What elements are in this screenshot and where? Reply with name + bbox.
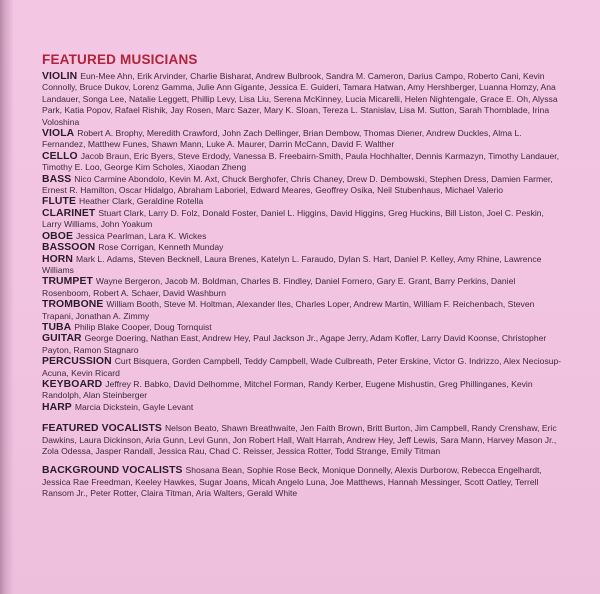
credit-names-cello: Jacob Braun, Eric Byers, Steve Erdody, Vanessa B. Freebairn-Smith, Paula Hochhalter, Dennis Karmazyn, Timothy Landauer, Timothy E. Loo, George Kim Scholes, Xiaodan Zheng: [42, 150, 560, 173]
credit-label-guitar: GUITAR: [42, 333, 82, 345]
credit-violin: [42, 71, 564, 128]
credit-bassoon: [42, 242, 564, 253]
page-binding-edge: [0, 0, 14, 594]
credit-viola: [42, 128, 564, 151]
credit-featured-vocalists: [42, 423, 564, 457]
credit-names-bassoon: Rose Corrigan, Kenneth Munday: [98, 242, 224, 253]
credit-names-percussion: Curt Bisquera, Gorden Campbell, Teddy Campbell, Wade Culbreath, Peter Erskine, Victor G. Indrizzo, Alex Neciosup-Acuna, Kevin Ricard: [42, 356, 562, 378]
credit-label-viola: VIOLA: [42, 128, 75, 140]
credit-clarinet: [42, 208, 564, 231]
credit-trombone: [42, 299, 564, 322]
credit-names-violin: Eun-Mee Ahn, Erik Arvinder, Charlie Bisharat, Andrew Bulbrook, Sandra M. Cameron, Darius Campo, Roberto Cani, Kevin Connolly, Bruce Dukov, Lorenz Gamma, Julie Ann Gigante, Jessica E. Guideri, Tamara Hatwan, Amy Hershberger, Luanna Homzy, Ana Landauer, Songa Lee, Natalie Leggett, Phillip Levy, Lisa Liu, Serena McKinney, Lucia Micarelli, Helen Nightengale, Grace E. Oh, Alyssa Park, Katia Popov, Rafael Rishik, Jay Rosen, Marc Sazer, Mary K. Sloan, Tereza L. Stanislav, Lisa M. Sutton, Sarah Thornblade, Irina Voloshina: [42, 71, 558, 127]
credit-label-flute: FLUTE: [42, 196, 76, 208]
credit-label-oboe: OBOE: [42, 230, 73, 242]
credit-harp: [42, 402, 564, 413]
credit-flute: [42, 196, 564, 207]
credit-oboe: [42, 231, 564, 242]
credit-names-bass: Nico Carmine Abondolo, Kevin M. Axt, Chuck Berghofer, Chris Chaney, Drew D. Dembowski, Stephen Dress, Damien Farmer, Ernest R. Hamilton, Oscar Hidalgo, Abraham Laboriel, Edward Meares, Geoffrey Osika, Neil Stubenhaus, Michael Valerio: [42, 173, 553, 196]
credit-percussion: [42, 356, 564, 379]
credit-label-keyboard: KEYBOARD: [42, 378, 103, 390]
credit-label-harp: HARP: [42, 401, 72, 413]
credit-background-vocalists: [42, 465, 564, 499]
credit-tuba: [42, 322, 564, 333]
credit-label-background-vocalists: BACKGROUND VOCALISTS: [42, 465, 183, 477]
credit-label-bassoon: BASSOON: [42, 242, 96, 254]
credit-label-horn: HORN: [42, 253, 73, 265]
credit-cello: [42, 151, 564, 174]
credit-trumpet: [42, 276, 564, 299]
credit-names-oboe: Jessica Pearlman, Lara K. Wickes: [76, 230, 207, 241]
credit-names-trombone: William Booth, Steve M. Holtman, Alexander Iles, Charles Loper, Andrew Martin, William F. Reichenbach, Steven Trapani, Jonathan A. Zimmy: [42, 299, 535, 321]
credit-label-clarinet: CLARINET: [42, 207, 96, 219]
credit-names-featured-vocalists: Nelson Beato, Shawn Breathwaite, Jen Faith Brown, Britt Burton, Jim Campbell, Randy Crenshaw, Eric Dawkins, Laura Dickinson, Aria Gunn, Levi Gunn, Jon Robert Hall, Walt Harrah, Andrew Hey, Jeff Lewis, Sara Mann, Harvey Mason Jr., Zola Odessa, Jasper Randall, Jessica Rau, Chad C. Reisser, Jessica Rotter, Todd Strange, Emily Titman: [42, 423, 557, 456]
credit-label-violin: VIOLIN: [42, 71, 78, 82]
credit-names-horn: Mark L. Adams, Steven Becknell, Laura Brenes, Katelyn L. Faraudo, Dylan S. Hart, Daniel P. Kelley, Amy Rhine, Lawrence Williams: [42, 253, 542, 275]
credit-names-background-vocalists: Shosana Bean, Sophie Rose Beck, Monique Donnelly, Alexis Durborow, Rebecca Engelhardt, Jessica Rae Freedman, Keeley Hawkes, Sugar Joans, Micah Angelo Luna, Joe Matthews, Hannah Messinger, Scott Oatley, Terrell Ransom Jr., Peter Rotter, Claira Titman, Aria Walters, Gerald White: [42, 465, 542, 499]
credit-names-viola: Robert A. Brophy, Meredith Crawford, John Zach Dellinger, Brian Dembow, Thomas Diener, Andrew Duckles, Alma L. Fernandez, Matthew Funes, Shawn Mann, Luke A. Maurer, Darrin McCann, David F. Walther: [42, 128, 522, 150]
credit-keyboard: [42, 379, 564, 402]
credits-content: [42, 52, 564, 500]
credit-guitar: [42, 333, 564, 356]
credit-names-guitar: George Doering, Nathan East, Andrew Hey, Paul Jackson Jr., Agape Jerry, Adam Kofler, Larry David Koonse, Christopher Payton, Ramon Stagnaro: [42, 333, 547, 355]
credit-names-flute: Heather Clark, Geraldine Rotella: [78, 196, 204, 207]
credit-names-tuba: Philip Blake Cooper, Doug Tornquist: [74, 321, 212, 332]
section-spacer: [42, 457, 564, 465]
credit-label-trombone: TROMBONE: [42, 299, 104, 311]
credit-names-keyboard: Jeffrey R. Babko, David Delhomme, Mitchel Forman, Randy Kerber, Eugene Mishustin, Greg Phillinganes, Kevin Randolph, Alan Steinberger: [42, 378, 533, 401]
section-spacer: [42, 413, 564, 423]
credit-label-featured-vocalists: FEATURED VOCALISTS: [42, 423, 162, 435]
credit-label-trumpet: TRUMPET: [42, 276, 93, 288]
credit-label-percussion: PERCUSSION: [42, 356, 112, 368]
credit-names-trumpet: Wayne Bergeron, Jacob M. Boldman, Charles B. Findley, Daniel Fornero, Gary E. Grant, Barry Perkins, Daniel Rosenboom, Robert A. Schaer, David Washburn: [42, 276, 516, 298]
credit-label-cello: CELLO: [42, 150, 78, 162]
credit-names-harp: Marcia Dickstein, Gayle Levant: [74, 401, 194, 412]
credit-bass: [42, 174, 564, 197]
featured-musicians-heading: FEATURED MUSICIANS: [42, 52, 198, 67]
credit-label-tuba: TUBA: [42, 321, 72, 333]
credit-label-bass: BASS: [42, 173, 72, 185]
credit-names-clarinet: Stuart Clark, Larry D. Folz, Donald Foster, Daniel L. Higgins, David Higgins, Greg Huckins, Bill Liston, Joel C. Peskin, Larry Williams, John Yoakum: [42, 207, 544, 230]
credit-horn: [42, 254, 564, 277]
